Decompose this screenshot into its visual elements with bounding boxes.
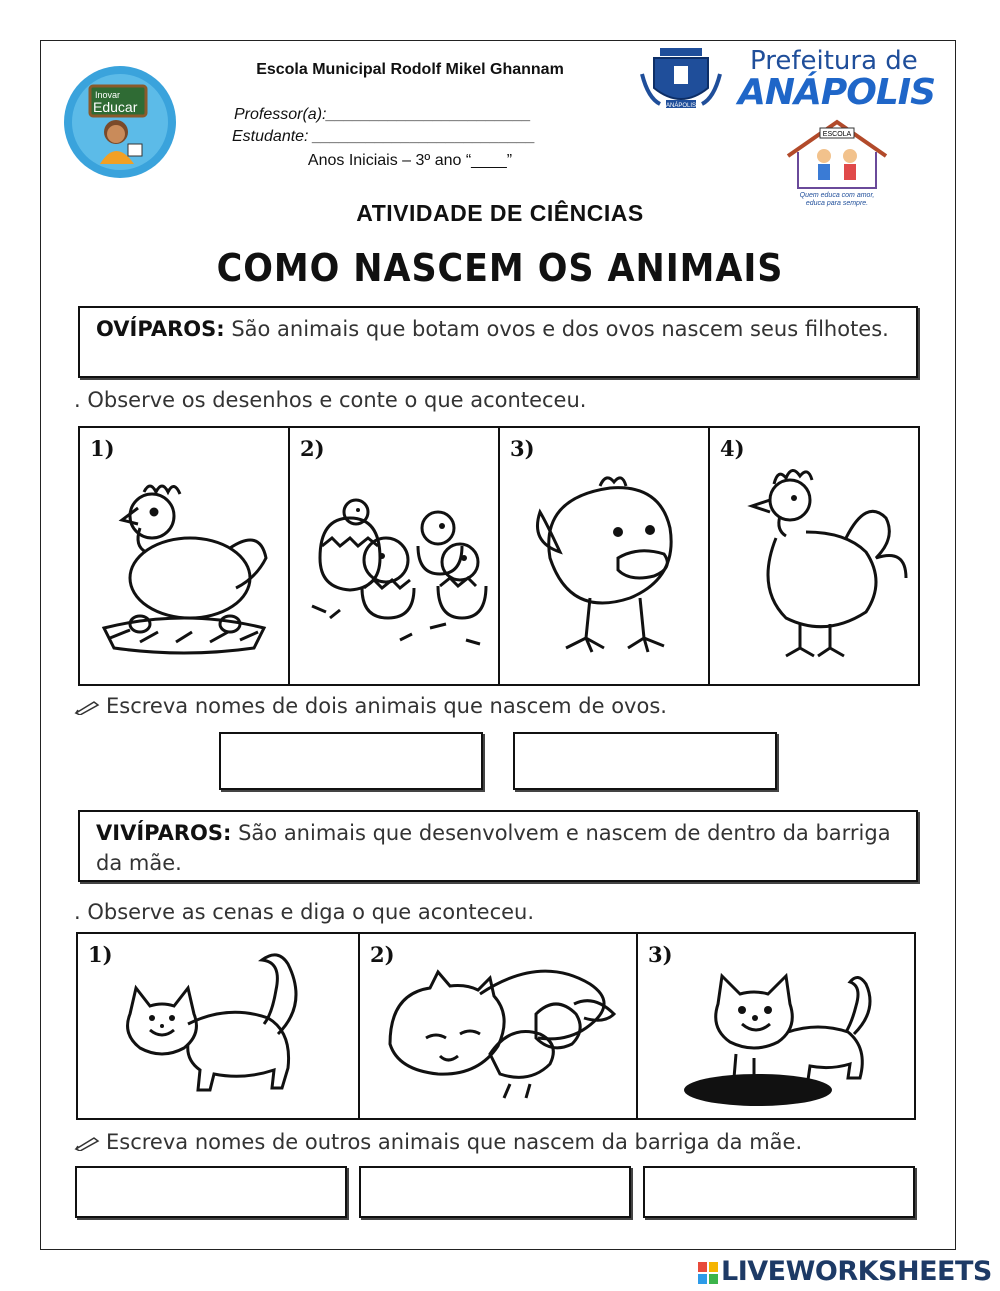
viviparos-definition-box (78, 810, 918, 882)
chick-icon (500, 428, 712, 688)
chicks-hatching-icon (290, 428, 502, 688)
kitten-icon (638, 934, 918, 1122)
viviparos-panel-2 (358, 932, 638, 1120)
panel-number: 1) (88, 942, 113, 967)
rooster-icon (710, 428, 922, 688)
inovar-educar-logo (62, 64, 178, 180)
panel-number: 3) (510, 436, 535, 461)
viviparos-answer-box-2[interactable] (359, 1166, 631, 1218)
panel-number: 2) (300, 436, 325, 461)
pencil-icon (74, 1135, 100, 1151)
viviparos-definition: São animais que desenvolvem e nascem de dentro da barriga da mãe. (96, 821, 891, 875)
cat-nursing-kittens-icon (360, 934, 640, 1122)
viviparos-term: VIVÍPAROS: (96, 821, 232, 845)
panel-number: 2) (370, 942, 395, 967)
liveworksheets-logo-icon (697, 1261, 719, 1285)
pencil-icon (74, 699, 100, 715)
prefeitura-label: Prefeitura de (750, 46, 918, 76)
crest-caption: ANÁPOLIS (665, 103, 697, 109)
viviparos-observe-instruction: . Observe as cenas e diga o que aconteceu. (74, 900, 535, 924)
viviparos-answer-box-3[interactable] (643, 1166, 915, 1218)
panel-number: 4) (720, 436, 745, 461)
pregnant-cat-icon (78, 934, 362, 1122)
school-name: Escola Municipal Rodolf Mikel Ghannam (256, 61, 564, 78)
oviparos-term: OVÍPAROS: (96, 317, 225, 341)
oviparos-answer-box-2[interactable] (513, 732, 777, 790)
panel-number: 3) (648, 942, 673, 967)
grade-label: Anos Iniciais – 3º ano “____” (307, 152, 513, 169)
viviparos-answer-box-1[interactable] (75, 1166, 347, 1218)
logo-text-inovar: Inovar (95, 90, 121, 100)
viviparos-panel-3 (636, 932, 916, 1120)
school-logo-label: ESCOLA (822, 131, 852, 138)
teacher-field-label: Professor(a):_______________________ (234, 106, 532, 123)
hen-on-nest-icon (80, 428, 292, 688)
city-name: ANÁPOLIS (738, 72, 936, 113)
oviparos-write-instruction: Escreva nomes de dois animais que nascem de ovos. (106, 694, 667, 718)
anapolis-crest-icon (640, 44, 722, 114)
oviparos-panel-3 (498, 426, 710, 686)
oviparos-panel-4 (708, 426, 920, 686)
oviparos-write-instruction-row (74, 694, 667, 718)
oviparos-panel-2 (288, 426, 500, 686)
main-title: COMO NASCEM OS ANIMAIS (216, 246, 784, 290)
oviparos-observe-instruction: . Observe os desenhos e conte o que aconteceu. (74, 388, 587, 412)
logo-text-educar: Educar (93, 99, 138, 115)
panel-number: 1) (90, 436, 115, 461)
oviparos-definition: São animais que botam ovos e dos ovos nascem seus filhotes. (231, 317, 889, 341)
oviparos-answer-box-1[interactable] (219, 732, 483, 790)
viviparos-write-instruction-row (74, 1130, 802, 1154)
viviparos-panel-1 (76, 932, 360, 1120)
viviparos-write-instruction: Escreva nomes de outros animais que nascem da barriga da mãe. (106, 1130, 803, 1154)
school-slogan-1: Quem educa com amor, (799, 192, 875, 199)
liveworksheets-brand (697, 1256, 992, 1287)
activity-title: ATIVIDADE DE CIÊNCIAS (356, 200, 644, 226)
liveworksheets-text: LIVEWORKSHEETS (721, 1256, 992, 1287)
school-slogan-2: educa para sempre. (805, 200, 869, 207)
student-field-label: Estudante: _________________________ (232, 128, 536, 145)
oviparos-panel-1 (78, 426, 290, 686)
school-house-logo (782, 118, 892, 208)
oviparos-definition-box (78, 306, 918, 378)
